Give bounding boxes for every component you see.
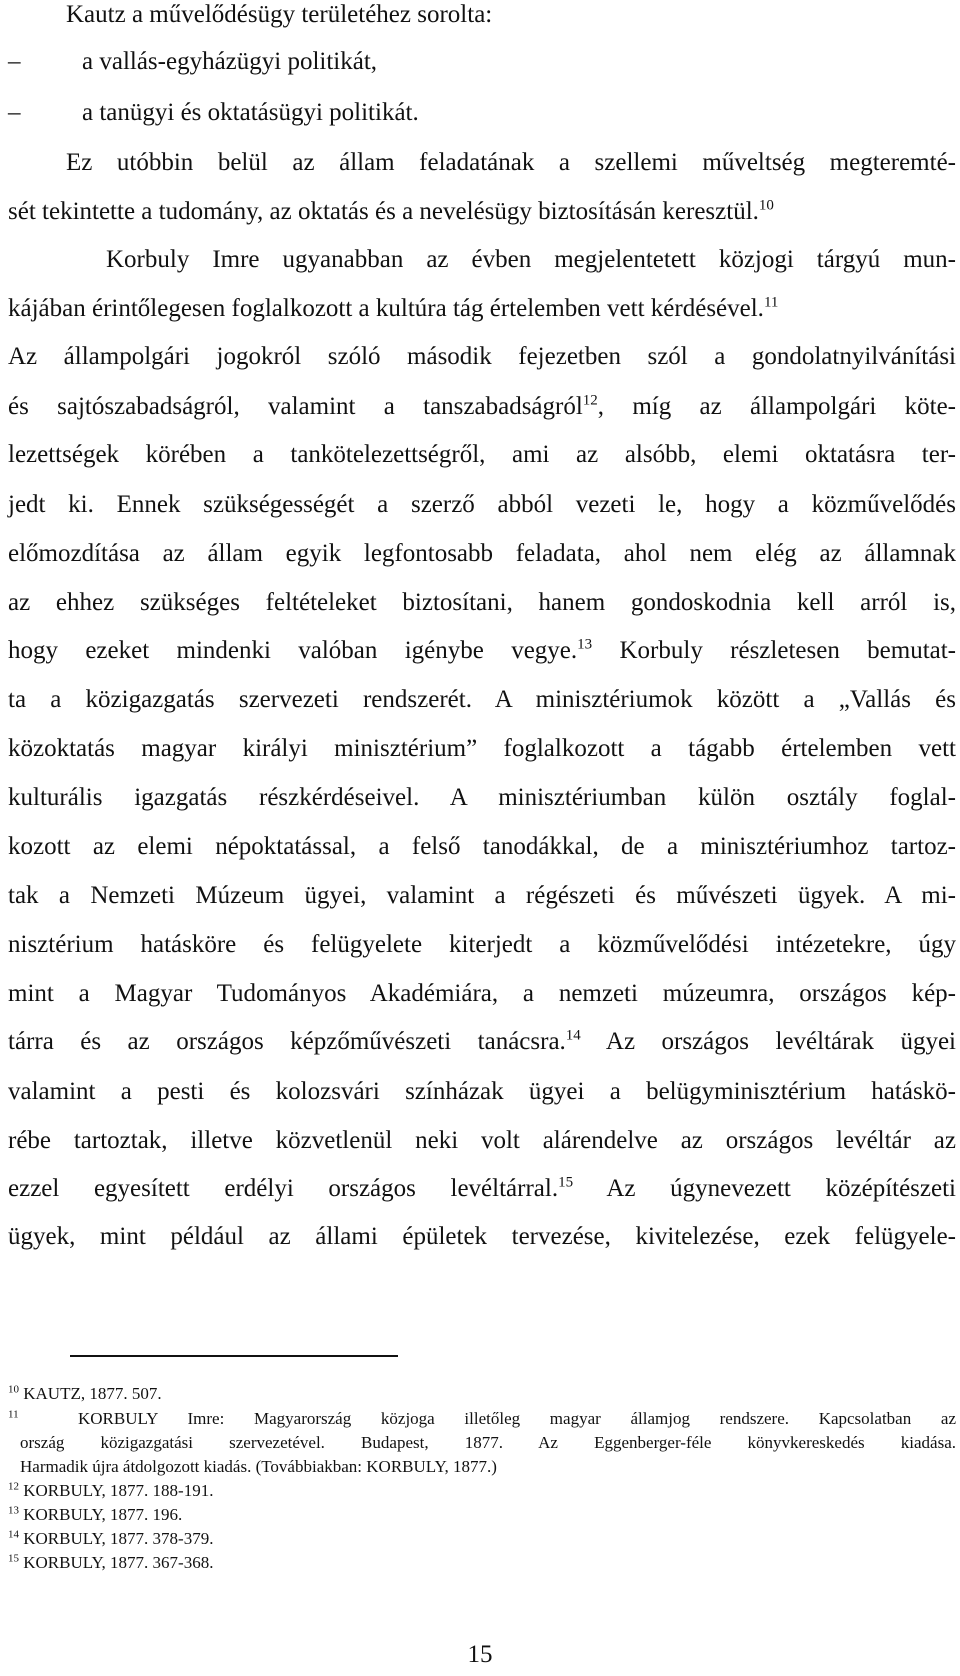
footnote-ref: 10 — [758, 197, 774, 214]
footnote-ref: 13 — [577, 636, 593, 653]
list-item: a tanügyi és oktatásügyi politikát. — [82, 99, 419, 126]
line-text: kájában érintőlegesen foglalkozott a kultúra tág értelemben vett kérdésével. — [8, 295, 764, 322]
footnote-ref: 14 — [565, 1027, 581, 1044]
line-text: Az úgynevezett középítészeti — [606, 1175, 956, 1202]
paragraph-line: Korbuly Imre ugyanabban az évben megjelentetett közjogi tárgyú mun- — [106, 246, 956, 273]
paragraph-line — [8, 294, 778, 324]
list-dash: – — [8, 99, 21, 126]
paragraph-line: ügyek, mint például az állami épületek tervezése, kivitelezése, ezek felügyele- — [8, 1223, 956, 1250]
footnote-ref: 15 — [558, 1174, 574, 1191]
paragraph-line: kozott az elemi népoktatással, a felső tanodákkal, de a minisztériumhoz tartoz- — [8, 833, 956, 860]
paragraph-line: jedt ki. Ennek szükségességét a szerző abból vezeti le, hogy a közművelődés — [8, 491, 956, 518]
footnote-number: 12 — [8, 1480, 19, 1493]
paragraph-line: előmozdítása az állam egyik legfontosabb feladata, ahol nem elég az államnak — [8, 540, 956, 567]
footnote-text: KORBULY, 1877. 188-191. — [23, 1481, 214, 1500]
footnote-continuation: ország közigazgatási szervezetével. Budapest, 1877. Az Eggenberger-féle könyvkereskedés kiadása. — [20, 1433, 956, 1452]
footnote — [8, 1383, 162, 1405]
line-text: tárra és az országos képzőművészeti tanácsra. — [8, 1028, 566, 1055]
paragraph-line: mint a Magyar Tudományos Akadémiára, a nemzeti múzeumra, országos kép- — [8, 980, 956, 1007]
paragraph-line: közoktatás magyar királyi minisztérium” foglalkozott a tágabb értelemben vett — [8, 735, 956, 762]
footnote — [8, 1480, 213, 1502]
line-text: , míg az állampolgári köte- — [597, 393, 956, 420]
footnote-text: KORBULY, 1877. 196. — [23, 1505, 183, 1524]
footnote — [8, 1552, 213, 1574]
paragraph-line — [8, 197, 774, 227]
paragraph-line: Ez utóbbin belül az állam feladatának a szellemi műveltség megteremté- — [66, 149, 956, 176]
footnote-number: 14 — [8, 1528, 19, 1541]
footnote-number: 15 — [8, 1552, 19, 1565]
footnote — [8, 1504, 182, 1526]
footnote-separator — [70, 1355, 398, 1357]
footnote — [8, 1528, 213, 1550]
line-text: hogy ezeket mindenki valóban igénybe vegye. — [8, 637, 578, 664]
paragraph-line — [8, 1174, 956, 1204]
paragraph-line — [8, 636, 956, 666]
paragraph-line: lezettségek körében a tankötelezettségről, ami az alsóbb, elemi oktatásra ter- — [8, 441, 956, 468]
intro-line: Kautz a művelődésügy területéhez sorolta: — [66, 1, 493, 28]
line-text: Korbuly részletesen bemutat- — [619, 637, 957, 664]
footnote-ref: 12 — [582, 392, 598, 409]
footnote-continuation: Harmadik újra átdolgozott kiadás. (Továbbiakban: KORBULY, 1877.) — [20, 1457, 497, 1476]
paragraph-line — [8, 392, 956, 422]
footnote — [8, 1408, 956, 1430]
footnote-text: KORBULY, 1877. 367-368. — [23, 1553, 214, 1572]
paragraph-line: valamint a pesti és kolozsvári színházak ügyei a belügyminisztérium hatáskö- — [8, 1078, 956, 1105]
footnote-text: KORBULY Imre: Magyarország közjoga illetőleg magyar államjog rendszere. Kapcsolatban az — [77, 1409, 956, 1428]
line-text: sét tekintette a tudomány, az oktatás és a nevelésügy biztosításán keresztül. — [8, 198, 759, 225]
paragraph-line: rébe tartoztak, illetve közvetlenül neki volt alárendelve az országos levéltár az — [8, 1127, 956, 1154]
list-dash: – — [8, 48, 21, 75]
paragraph-line: Az állampolgári jogokról szóló második fejezetben szól a gondolatnyilvánítási — [8, 343, 956, 370]
paragraph-line: kulturális igazgatás részkérdéseivel. A minisztériumban külön osztály foglal- — [8, 784, 956, 811]
line-text: ezzel egyesített erdélyi országos levéltárral. — [8, 1175, 559, 1202]
footnote-number: 11 — [8, 1408, 19, 1421]
paragraph-line: ta a közigazgatás szervezeti rendszerét. A minisztériumok között a „Vallás és — [8, 686, 956, 713]
footnote-text: KORBULY, 1877. 378-379. — [23, 1529, 214, 1548]
footnote-number: 10 — [8, 1383, 19, 1396]
paragraph-line — [8, 1027, 956, 1057]
paragraph-line: az ehhez szükséges feltételeket biztosítani, hanem gondoskodnia kell arról is, — [8, 589, 956, 616]
footnote-number: 13 — [8, 1504, 19, 1517]
line-text: és sajtószabadságról, valamint a tanszabadságról — [8, 393, 583, 420]
footnote-ref: 11 — [763, 294, 779, 311]
list-item: a vallás-egyházügyi politikát, — [82, 48, 378, 75]
paragraph-line: tak a Nemzeti Múzeum ügyei, valamint a régészeti és művészeti ügyek. A mi- — [8, 882, 956, 909]
footnote-text: KAUTZ, 1877. 507. — [23, 1384, 162, 1403]
page-number: 15 — [467, 1641, 493, 1668]
line-text: Az országos levéltárak ügyei — [605, 1028, 957, 1055]
paragraph-line: nisztérium hatásköre és felügyelete kiterjedt a közművelődési intézetekre, úgy — [8, 931, 956, 958]
